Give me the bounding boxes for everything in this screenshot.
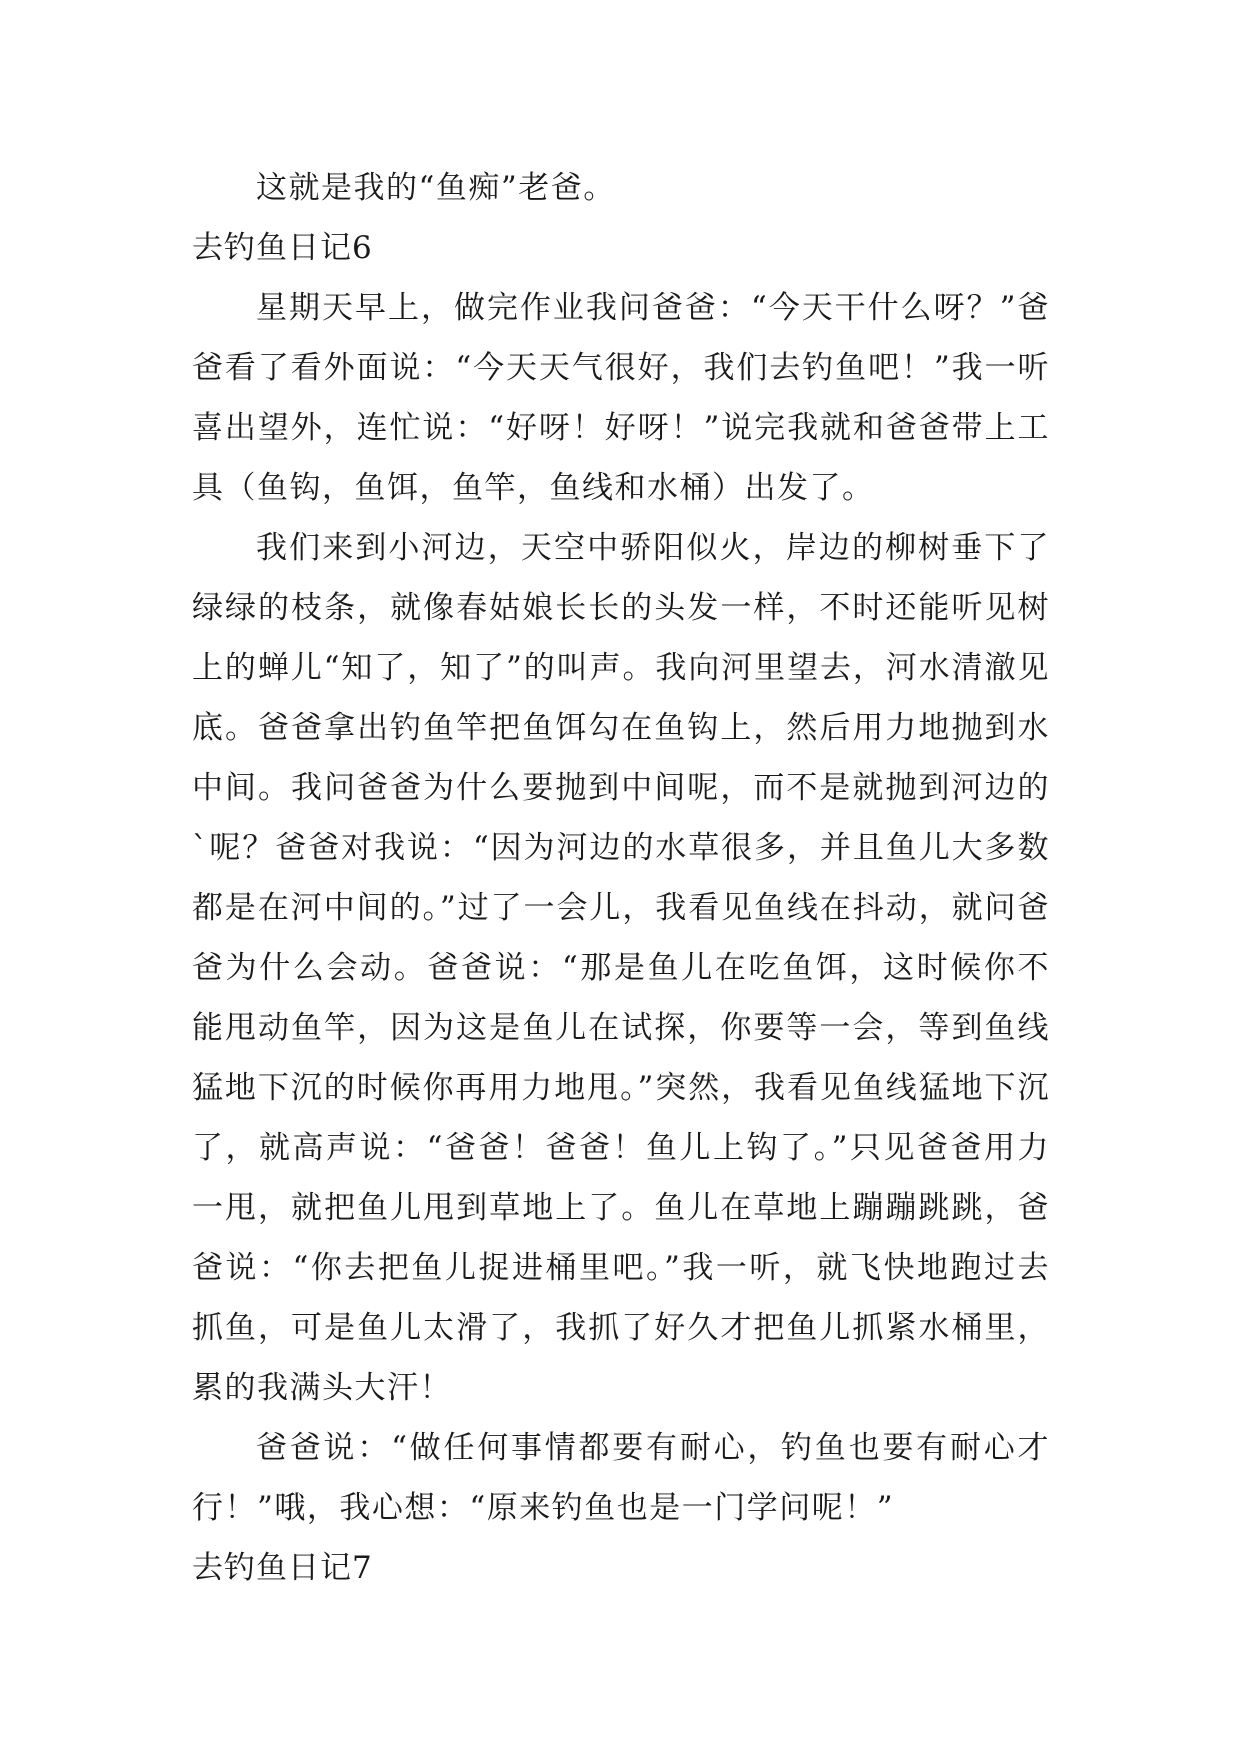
paragraph-sunday-morning: 星期天早上，做完作业我问爸爸：“今天干什么呀？”爸爸看了看外面说：“今天天气很好，我们去钓鱼吧！”我一听喜出望外，连忙说：“好呀！好呀！”说完我就和爸爸带上工具（鱼钩，鱼饵，鱼竿，鱼线和水桶）出发了。 bbox=[192, 290, 1050, 506]
paragraph-patience-lesson: 爸爸说：“做任何事情都要有耐心，钓鱼也要有耐心才行！”哦，我心想：“原来钓鱼也是一门学问呢！” bbox=[192, 1430, 1050, 1526]
paragraph-closing-line: 这就是我的“鱼痴”老爸。 bbox=[256, 170, 616, 206]
section-heading-diary-7: 去钓鱼日记7 bbox=[192, 1550, 373, 1586]
document-body bbox=[192, 158, 1050, 1598]
section-heading-diary-6: 去钓鱼日记6 bbox=[192, 230, 373, 266]
paragraph-riverside-fishing: 我们来到小河边，天空中骄阳似火，岸边的柳树垂下了绿绿的枝条，就像春姑娘长长的头发一样，不时还能听见树上的蝉儿“知了，知了”的叫声。我向河里望去，河水清澈见底。爸爸拿出钓鱼竿把鱼饵勾在鱼钩上，然后用力地抛到水中间。我问爸爸为什么要抛到中间呢，而不是就抛到河边的`呢？爸爸对我说：“因为河边的水草很多，并且鱼儿大多数都是在河中间的。”过了一会儿，我看见鱼线在抖动，就问爸爸为什么会动。爸爸说：“那是鱼儿在吃鱼饵，这时候你不能甩动鱼竿，因为这是鱼儿在试探，你要等一会，等到鱼线猛地下沉的时候你再用力地甩。”突然，我看见鱼线猛地下沉了，就高声说：“爸爸！爸爸！鱼儿上钩了。”只见爸爸用力一甩，就把鱼儿甩到草地上了。鱼儿在草地上蹦蹦跳跳，爸爸说：“你去把鱼儿捉进桶里吧。”我一听，就飞快地跑过去抓鱼，可是鱼儿太滑了，我抓了好久才把鱼儿抓紧水桶里，累的我满头大汗！ bbox=[192, 530, 1050, 1406]
